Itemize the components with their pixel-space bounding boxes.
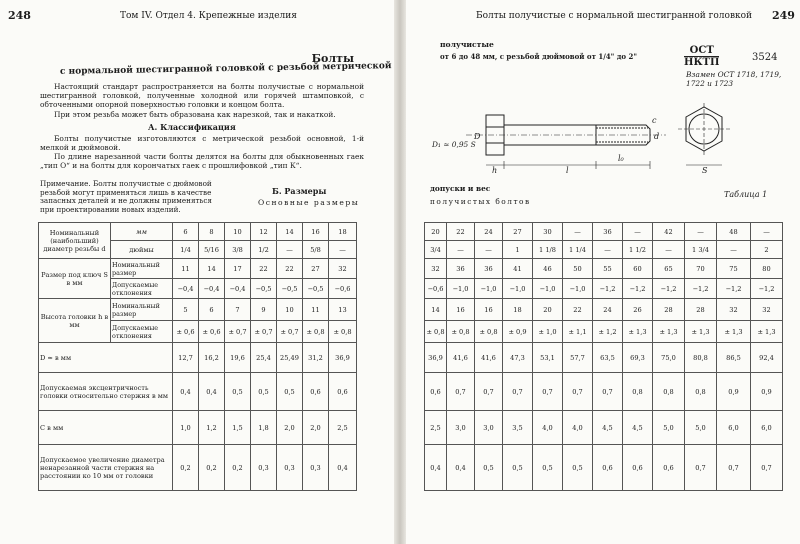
mm-cell: 18 [329,223,357,241]
h-nominal-label: Номинальный размер [111,299,173,321]
classification-paragraph-1: Болты получистые изготовляются с метрической резьбой основной, 1-й мелкой и дюймовой. [40,134,364,152]
inc-cell: 0,7 [751,445,783,491]
s-tol-cell: −1,0 [533,279,563,299]
inch-cell: 1/2 [251,241,277,259]
s-tol-cell: −1,0 [563,279,593,299]
s-tol-cell: −1,2 [623,279,653,299]
drawing-label-l0: l₀ [618,154,624,163]
ecc-cell: 0,7 [475,373,503,411]
subtitle-line-1: получистые [440,40,494,49]
s-tol-cell: −1,2 [593,279,623,299]
table-label: Таблица 1 [724,190,768,199]
inc-cell: 0,6 [623,445,653,491]
classification-paragraph-2: По длине нарезанной части болты делятся на болты для обыкновенных гаек „тип О“ и на болты для корончатых гаек с прошлифовкой „тип К“. [40,152,364,170]
D-cell: 86,5 [717,343,751,373]
mm-cell: — [623,223,653,241]
h-nominal-cell: 6 [199,299,225,321]
mm-label: мм [111,223,173,241]
bolt-drawing [446,95,746,175]
h-tol-cell: ± 0,8 [447,321,475,343]
h-nominal-cell: 11 [303,299,329,321]
inch-cell: 1 1/4 [563,241,593,259]
s-nominal-cell: 70 [685,259,717,279]
inc-cell: 0,6 [653,445,685,491]
inc-cell: 0,5 [503,445,533,491]
h-nominal-cell: 13 [329,299,357,321]
section-a-heading: А. Классификация [148,122,236,132]
s-nominal-cell: 27 [303,259,329,279]
inch-cell: — [653,241,685,259]
ost-label [684,45,719,68]
ecc-cell: 0,6 [303,373,329,411]
running-head-left: Том IV. Отдел 4. Крепежные изделия [120,11,297,21]
s-nominal-label: Номинальный размер [111,259,173,279]
h-tol-cell: ± 0,8 [425,321,447,343]
mm-cell: 14 [277,223,303,241]
s-size-label: Размер под ключ S в мм [39,259,111,299]
s-tol-cell: −0,6 [329,279,357,299]
ecc-cell: 0,9 [751,373,783,411]
inch-cell: — [717,241,751,259]
s-tol-cell: −1,2 [751,279,783,299]
D-cell: 75,0 [653,343,685,373]
h-tol-cell: ± 0,8 [475,321,503,343]
h-tol-cell: ± 1,3 [685,321,717,343]
s-nominal-cell: 32 [329,259,357,279]
mm-cell: 42 [653,223,685,241]
inc-cell: 0,4 [425,445,447,491]
ecc-cell: 0,5 [277,373,303,411]
page-title: Болты [311,52,354,65]
inch-cell: — [475,241,503,259]
inch-cell: 1 1/8 [533,241,563,259]
mm-cell: 20 [425,223,447,241]
h-nominal-cell: 32 [751,299,783,321]
h-nominal-cell: 32 [717,299,751,321]
mm-cell: 36 [593,223,623,241]
h-nominal-cell: 26 [623,299,653,321]
inc-cell: 0,4 [329,445,357,491]
c-cell: 3,5 [503,411,533,445]
h-nominal-cell: 16 [475,299,503,321]
s-nominal-cell: 55 [593,259,623,279]
s-nominal-cell: 14 [199,259,225,279]
ecc-cell: 0,7 [593,373,623,411]
ecc-cell: 0,4 [199,373,225,411]
h-tol-cell: ± 1,1 [563,321,593,343]
D-cell: 31,2 [303,343,329,373]
section-b-subheading: Основные размеры [258,198,360,207]
c-cell: 6,0 [717,411,751,445]
left-page [0,0,394,544]
mm-cell: 27 [503,223,533,241]
h-height-label: Высота головки h в мм [39,299,111,343]
inch-cell: 2 [751,241,783,259]
inch-cell: 1/4 [173,241,199,259]
h-tol-cell: ± 1,3 [717,321,751,343]
note-paragraph: Примечание. Болты получистые с дюймовой резьбой могут применяться лишь в качестве запасных деталей и не должны применяться при проектировании новых изделий. [40,179,212,214]
s-tol-cell: −0,4 [199,279,225,299]
mm-cell: — [563,223,593,241]
h-tol-cell: ± 0,7 [251,321,277,343]
h-nominal-cell: 24 [593,299,623,321]
inc-cell: 0,3 [251,445,277,491]
h-nominal-cell: 16 [447,299,475,321]
s-tol-cell: −0,4 [173,279,199,299]
inc-cell: 0,2 [199,445,225,491]
s-tol-cell: −0,4 [225,279,251,299]
mm-cell: 22 [447,223,475,241]
s-tolerance-label: Допускаемые отклонения [111,279,173,299]
s-nominal-cell: 75 [717,259,751,279]
s-nominal-cell: 60 [623,259,653,279]
h-tol-cell: ± 0,7 [225,321,251,343]
inc-cell: 0,2 [173,445,199,491]
drawing-label-d: d [654,132,660,141]
ost-number: 3524 [752,52,778,63]
inch-cell: — [277,241,303,259]
s-nominal-cell: 46 [533,259,563,279]
inc-cell: 0,4 [447,445,475,491]
book-spine [394,0,406,544]
h-nominal-cell: 28 [653,299,685,321]
c-cell: 2,0 [303,411,329,445]
ecc-cell: 0,7 [447,373,475,411]
drawing-label-c: c [652,116,657,125]
mm-cell: — [751,223,783,241]
inc-cell: 0,5 [533,445,563,491]
inch-cell: 1 [503,241,533,259]
ecc-cell: 0,7 [533,373,563,411]
D-cell: 80,8 [685,343,717,373]
inch-cell: — [593,241,623,259]
ost-top: ОСТ [689,45,714,56]
s-nominal-cell: 65 [653,259,685,279]
inc-cell: 0,5 [475,445,503,491]
inch-cell: 3/4 [425,241,447,259]
h-tol-cell: ± 1,3 [623,321,653,343]
ecc-cell: 0,6 [329,373,357,411]
c-cell: 2,0 [277,411,303,445]
formula: D₁ ≈ 0,95 S [432,140,476,149]
replaces-note: Взамен ОСТ 1718, 1719, 1722 и 1723 [686,70,782,88]
inc-cell: 0,2 [225,445,251,491]
D-cell: 16,2 [199,343,225,373]
mm-cell: 8 [199,223,225,241]
D-cell: 41,6 [447,343,475,373]
mm-cell: 24 [475,223,503,241]
inc-cell: 0,3 [277,445,303,491]
h-tol-cell: ± 1,3 [653,321,685,343]
D-cell: 36,9 [425,343,447,373]
s-tol-cell: −0,6 [425,279,447,299]
c-cell: 2,5 [329,411,357,445]
h-nominal-cell: 22 [563,299,593,321]
s-nominal-cell: 36 [447,259,475,279]
s-nominal-cell: 41 [503,259,533,279]
s-tol-cell: −1,0 [475,279,503,299]
ecc-cell: 0,8 [685,373,717,411]
h-tol-cell: ± 0,8 [329,321,357,343]
c-cell: 2,5 [425,411,447,445]
D-cell: 19,6 [225,343,251,373]
drawing-label-s: S [702,166,708,175]
right-page [406,0,800,544]
D-label: D ≈ в мм [39,343,173,373]
s-nominal-cell: 36 [475,259,503,279]
D-cell: 92,4 [751,343,783,373]
dimensions-table-left [38,222,357,491]
s-tol-cell: −0,5 [251,279,277,299]
inch-cell: — [329,241,357,259]
ecc-cell: 0,4 [173,373,199,411]
thread-paragraph: При этом резьба может быть образована как нарезкой, так и накаткой. [54,110,336,119]
c-cell: 4,5 [593,411,623,445]
mm-cell: — [685,223,717,241]
mm-cell: 30 [533,223,563,241]
mm-cell: 6 [173,223,199,241]
D-cell: 47,3 [503,343,533,373]
h-tol-cell: ± 0,9 [503,321,533,343]
ecc-cell: 0,8 [653,373,685,411]
c-cell: 1,0 [173,411,199,445]
h-tol-cell: ± 0,7 [277,321,303,343]
inch-cell: 1 3/4 [685,241,717,259]
mm-cell: 10 [225,223,251,241]
intro-paragraph: Настоящий стандарт распространяется на болты получистые с нормальной шестигранной головкой, полученные холодной или горячей штамповкой, с обточенными опорной поверхностью головки и концом болта. [40,82,364,109]
inch-cell: — [447,241,475,259]
c-cell: 5,0 [685,411,717,445]
s-tol-cell: −1,0 [447,279,475,299]
s-nominal-cell: 50 [563,259,593,279]
h-nominal-cell: 9 [251,299,277,321]
h-nominal-cell: 18 [503,299,533,321]
D-cell: 63,5 [593,343,623,373]
ecc-cell: 0,7 [503,373,533,411]
page-number-right: 249 [772,9,795,22]
c-label: С в мм [39,411,173,445]
drawing-label-h: h [492,166,498,175]
mm-cell: 16 [303,223,329,241]
D-cell: 69,3 [623,343,653,373]
D-cell: 25,49 [277,343,303,373]
s-nominal-cell: 22 [251,259,277,279]
c-cell: 1,5 [225,411,251,445]
s-nominal-cell: 80 [751,259,783,279]
c-cell: 4,0 [563,411,593,445]
inc-cell: 0,3 [303,445,329,491]
page-subtitle: с нормальной шестигранной головкой с резьбой метрической [59,61,392,77]
s-tol-cell: −1,0 [503,279,533,299]
D-cell: 25,4 [251,343,277,373]
D-cell: 12,7 [173,343,199,373]
c-cell: 1,8 [251,411,277,445]
c-cell: 1,2 [199,411,225,445]
ecc-cell: 0,5 [251,373,277,411]
dimensions-table-right [424,222,783,491]
s-nominal-cell: 11 [173,259,199,279]
c-cell: 6,0 [751,411,783,445]
inch-label: дюймы [111,241,173,259]
running-head-right: Болты получистые с нормальной шестигранной головкой [476,11,753,21]
ecc-cell: 0,7 [563,373,593,411]
inc-cell: 0,5 [563,445,593,491]
diameter-header: Номинальный (наибольший) диаметр резьбы d [39,223,111,259]
c-cell: 3,0 [447,411,475,445]
D-cell: 53,1 [533,343,563,373]
c-cell: 4,5 [623,411,653,445]
inc-cell: 0,7 [685,445,717,491]
h-nominal-cell: 20 [533,299,563,321]
D-cell: 41,6 [475,343,503,373]
subtitle-line-2: от 6 до 48 мм, с резьбой дюймовой от 1/4" до 2" [440,52,638,61]
section-b-heading: Б. Размеры [272,186,327,196]
ecc-cell: 0,9 [717,373,751,411]
increase-label: Допускаемое увеличение диаметра ненарезанной части стержня на расстоянии ко 10 мм от головки [39,445,173,491]
s-tol-cell: −0,5 [277,279,303,299]
s-tol-cell: −1,2 [653,279,685,299]
s-tol-cell: −1,2 [685,279,717,299]
s-nominal-cell: 17 [225,259,251,279]
h-nominal-cell: 28 [685,299,717,321]
ost-bottom: НКТП [684,57,720,68]
eccentricity-label: Допускаемая эксцентричность головки относительно стержня в мм [39,373,173,411]
c-cell: 4,0 [533,411,563,445]
h-tol-cell: ± 1,0 [533,321,563,343]
D-cell: 57,7 [563,343,593,373]
inch-cell: 1 1/2 [623,241,653,259]
c-cell: 3,0 [475,411,503,445]
drawing-label-l: l [566,166,569,175]
mm-cell: 48 [717,223,751,241]
s-tol-cell: −0,5 [303,279,329,299]
poluchist-heading: получистых болтов [430,197,531,206]
s-tol-cell: −1,2 [717,279,751,299]
h-nominal-cell: 10 [277,299,303,321]
inc-cell: 0,6 [593,445,623,491]
page-number-left: 248 [8,9,31,22]
mm-cell: 12 [251,223,277,241]
ecc-cell: 0,6 [425,373,447,411]
h-tol-cell: ± 0,6 [173,321,199,343]
inch-cell: 5/16 [199,241,225,259]
h-nominal-cell: 7 [225,299,251,321]
inch-cell: 5/8 [303,241,329,259]
s-nominal-cell: 22 [277,259,303,279]
h-tol-cell: ± 1,2 [593,321,623,343]
inc-cell: 0,7 [717,445,751,491]
c-cell: 5,0 [653,411,685,445]
h-tol-cell: ± 0,6 [199,321,225,343]
h-tol-cell: ± 1,3 [751,321,783,343]
ecc-cell: 0,5 [225,373,251,411]
s-nominal-cell: 32 [425,259,447,279]
dopuski-heading: допуски и вес [430,184,491,193]
D-cell: 36,9 [329,343,357,373]
h-tolerance-label: Допускаемые отклонения [111,321,173,343]
ecc-cell: 0,8 [623,373,653,411]
inch-cell: 3/8 [225,241,251,259]
drawing-label-D: D [474,132,481,141]
h-tol-cell: ± 0,8 [303,321,329,343]
h-nominal-cell: 14 [425,299,447,321]
h-nominal-cell: 5 [173,299,199,321]
